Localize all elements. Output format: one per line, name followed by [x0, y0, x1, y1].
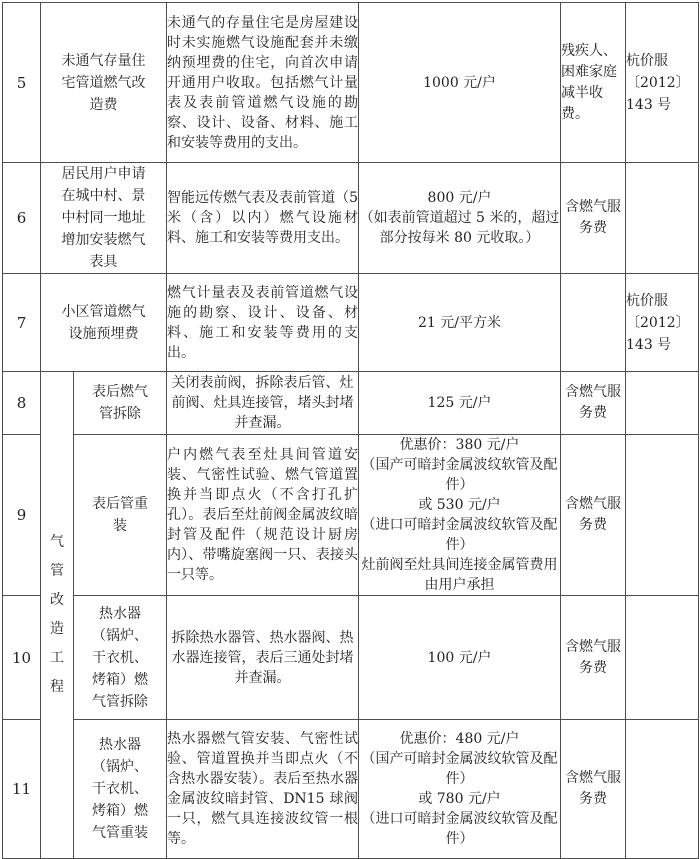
item-name-text: 表后燃气管拆除 [92, 384, 148, 422]
table-row [3, 720, 699, 859]
gas-fee-table [2, 2, 699, 859]
table-row [3, 435, 699, 596]
row-number: 6 [3, 163, 41, 274]
policy-reference: 杭价服〔2012〕143 号 [626, 274, 699, 372]
policy-reference [626, 596, 699, 720]
item-name [74, 720, 167, 859]
fee-description: 拆除热水器管、热水器阀、热水器连接管，表后三通处封堵并查漏。 [167, 596, 359, 720]
item-name-text: 热水器（锅炉、干衣机、烤箱）燃气管重装 [92, 737, 148, 841]
fee-price: 800 元/户 （如表前管道超过 5 米的，超过部分按每米 80 元收取。） [359, 163, 561, 274]
item-name-text: 热水器（锅炉、干衣机、烤箱）燃气管拆除 [92, 605, 148, 710]
policy-reference [626, 720, 699, 859]
category-label [41, 372, 74, 859]
table-row [3, 3, 699, 163]
policy-reference [626, 435, 699, 596]
row-number: 10 [3, 596, 41, 720]
fee-note: 含燃气服务费 [561, 435, 626, 596]
table-row [3, 163, 699, 274]
item-name [41, 274, 167, 372]
item-name-text: 小区管道燃气设施预埋费 [61, 303, 146, 342]
row-number: 7 [3, 274, 41, 372]
fee-price: 1000 元/户 [359, 3, 561, 163]
fee-note: 含燃气服务费 [561, 372, 626, 435]
row-number: 9 [3, 435, 41, 596]
policy-reference [626, 163, 699, 274]
row-number: 8 [3, 372, 41, 435]
fee-price: 优惠价：480 元/户 （国产可暗封金属波纹软管及配件） 或 780 元/户 （进口可暗封金属波纹软管及配件） [359, 720, 561, 859]
table-row [3, 274, 699, 372]
policy-reference: 杭价服〔2012〕143 号 [626, 3, 699, 163]
policy-reference [626, 372, 699, 435]
item-name [41, 3, 167, 163]
fee-note [561, 274, 626, 372]
table-row [3, 596, 699, 720]
fee-description: 关闭表前阀，拆除表后管、灶前阀、灶具连接管，堵头封堵并查漏。 [167, 372, 359, 435]
fee-price: 优惠价：380 元/户 （国产可暗封金属波纹软管及配件） 或 530 元/户 （进口可暗封金属波纹软管及配件） 灶前阀至灶具间连接金属管费用由用户承担 [359, 435, 561, 596]
fee-price: 21 元/平方米 [359, 274, 561, 372]
table-row [3, 372, 699, 435]
row-number: 5 [3, 3, 41, 163]
fee-price: 125 元/户 [359, 372, 561, 435]
item-name-text: 表后管重装 [92, 496, 148, 534]
category-label-text: 气管改造工程 [50, 534, 64, 695]
row-number: 11 [3, 720, 41, 859]
fee-description: 燃气计量表及表前管道燃气设施的勘察、设计、设备、材料、施工和安装等费用的支出。 [167, 274, 359, 372]
fee-note: 含燃气服务费 [561, 163, 626, 274]
fee-price: 100 元/户 [359, 596, 561, 720]
item-name-text: 未通气存量住宅管道燃气改造费 [61, 52, 146, 113]
fee-note: 残疾人、困难家庭减半收费。 [561, 3, 626, 163]
item-name-text: 居民用户申请在城中村、景中村同一地址增加安装燃气表具 [61, 166, 146, 270]
item-name [74, 372, 167, 435]
item-name [74, 596, 167, 720]
fee-description: 热水器燃气管安装、气密性试验、管道置换并当即点火（不含热水器安装）。表后至热水器金属波纹暗封管、DN15 球阀一只，燃气具连接波纹管一根等。 [167, 720, 359, 859]
item-name [74, 435, 167, 596]
item-name [41, 163, 167, 274]
fee-description: 户内燃气表至灶具间管道安装、气密性试验、燃气管道置换并当即点火（不含打孔扩孔）。表后至灶前阀金属波纹暗封管及配件（规范设计厨房内）、带嘴旋塞阀一只、表接头一只等。 [167, 435, 359, 596]
fee-note: 含燃气服务费 [561, 720, 626, 859]
fee-note: 含燃气服务费 [561, 596, 626, 720]
fee-description: 智能远传燃气表及表前管道（5 米（含）以内）燃气设施材料、施工和安装等费用支出。 [167, 163, 359, 274]
fee-description: 未通气的存量住宅是房屋建设时未实施燃气设施配套并未缴纳预埋费的住宅，向首次申请开通用户收取。包括燃气计量表及表前管道燃气设施的勘察、设计、设备、材料、施工和安装等费用的支出。 [167, 3, 359, 163]
